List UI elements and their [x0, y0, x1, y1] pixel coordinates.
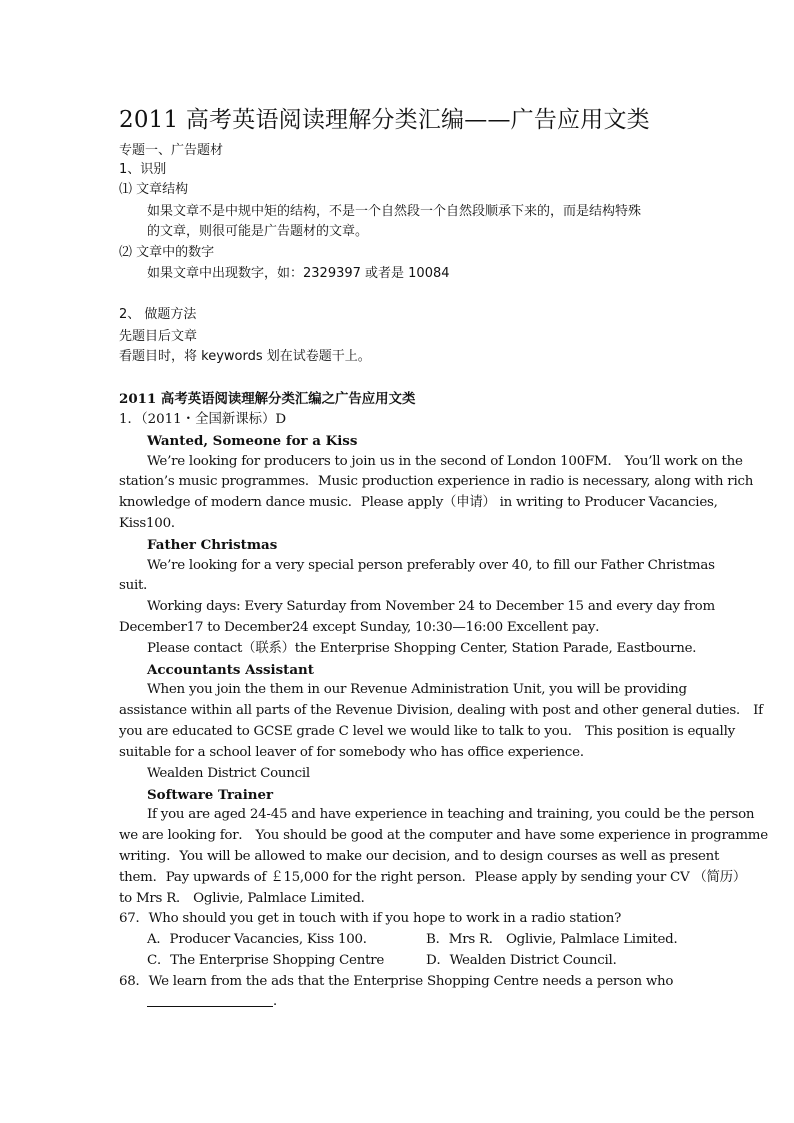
- ad4-line3: writing．You will be allowed to make our decision, and to design courses as well as present: [119, 849, 720, 864]
- ad3-signature: Wealden District Council: [147, 766, 310, 781]
- q67-option-b: B．Mrs R． Oglivie, Palmlace Limited．: [426, 932, 687, 947]
- ad2-line3: Working days: Every Saturday from November 24 to December 15 and every day from: [147, 599, 715, 614]
- section-2-line2: 看题目时，将 keywords 划在试卷题干上。: [119, 349, 371, 364]
- section-1a-heading: ⑴ 文章结构: [119, 182, 189, 197]
- ad3-line2: assistance within all parts of the Revenue Division, dealing with post and other general duties． If: [119, 703, 763, 718]
- ad3-line1: When you join the them in our Revenue Administration Unit, you will be providing: [147, 682, 687, 697]
- question-source: 1．（2011・全国新课标）D: [119, 412, 287, 427]
- ad1-line3: knowledge of modern dance music．Please apply（申请） in writing to Producer Vacancies,: [119, 495, 718, 510]
- ad4-line2: we are looking for． You should be good at the computer and have some experience in programme: [119, 828, 768, 843]
- ad4-title: Software Trainer: [147, 787, 274, 803]
- q67-option-d: D．Wealden District Council．: [426, 953, 626, 968]
- section-title: 2011 高考英语阅读理解分类汇编之广告应用文类: [119, 391, 416, 407]
- q68-end-punct: ．: [273, 994, 287, 1009]
- q67-option-a: A．Producer Vacancies, Kiss 100．: [147, 932, 376, 947]
- q68-answer-line: [147, 992, 286, 1012]
- section-2-heading: 2、 做题方法: [119, 307, 197, 322]
- ad1-line4: Kiss100．: [119, 516, 184, 531]
- q67-option-c: C．The Enterprise Shopping Centre: [147, 953, 385, 968]
- answer-blank: [147, 992, 273, 1007]
- section-1b-text: 如果文章中出现数字，如：2329397 或者是 10084: [147, 266, 450, 281]
- ad2-title: Father Christmas: [147, 537, 278, 553]
- section-1-heading: 1、识别: [119, 162, 167, 177]
- topic-heading: 专题一、广告题材: [119, 143, 224, 158]
- ad4-line4: them．Pay upwards of ￡15,000 for the right person．Please apply by sending your CV （简历）: [119, 870, 746, 885]
- ad2-line2: suit．: [119, 578, 157, 593]
- question-67: 67．Who should you get in touch with if you hope to work in a radio station?: [119, 911, 622, 926]
- section-1a-text-line1: 如果文章不是中规中矩的结构，不是一个自然段一个自然段顺承下来的，而是结构特殊: [147, 204, 642, 219]
- ad2-line1: We’re looking for a very special person preferably over 40, to fill our Father Christmas: [147, 558, 715, 573]
- section-2-line1: 先题目后文章: [119, 329, 198, 344]
- document-title: 2011 高考英语阅读理解分类汇编——广告应用文类: [119, 107, 650, 133]
- ad1-title: Wanted, Someone for a Kiss: [147, 433, 358, 449]
- ad3-line3: you are educated to GCSE grade C level we would like to talk to you． This position is equally: [119, 724, 735, 739]
- ad1-line1: We’re looking for producers to join us in the second of London 100FM． You’ll work on the: [147, 454, 743, 469]
- ad2-line5: Please contact（联系）the Enterprise Shopping Center, Station Parade, Eastbourne．: [147, 641, 706, 656]
- section-1b-heading: ⑵ 文章中的数字: [119, 245, 215, 260]
- section-1a-text-line2: 的文章，则很可能是广告题材的文章。: [147, 224, 369, 239]
- ad1-line2: station’s music programmes．Music production experience in radio is necessary, along with rich: [119, 474, 754, 489]
- ad4-line5: to Mrs R． Oglivie, Palmlace Limited．: [119, 891, 374, 906]
- ad2-line4: December17 to December24 except Sunday, 10:30—16:00 Excellent pay．: [119, 620, 609, 635]
- ad3-line4: suitable for a school leaver of for somebody who has office experience．: [119, 745, 593, 760]
- ad4-line1: If you are aged 24-45 and have experience in teaching and training, you could be the person: [147, 807, 755, 822]
- ad3-title: Accountants Assistant: [147, 662, 314, 678]
- question-68: 68．We learn from the ads that the Enterprise Shopping Centre needs a person who: [119, 974, 674, 989]
